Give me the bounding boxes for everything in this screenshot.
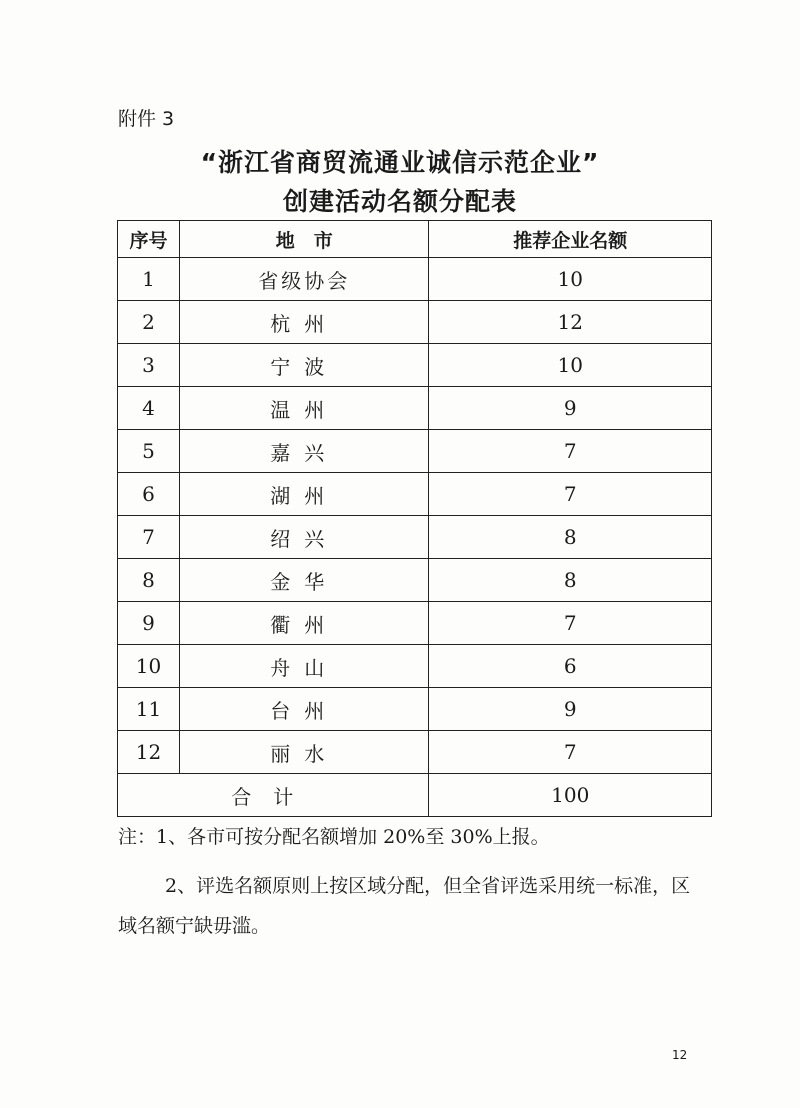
table-row [118,258,712,301]
row-serial: 1 [118,258,180,301]
row-city: 金华 [179,559,429,602]
attachment-label: 附件 3 [118,108,175,130]
row-serial: 12 [118,731,180,774]
row-serial: 7 [118,516,180,559]
row-quota: 7 [429,473,712,516]
quota-allocation-table [117,220,712,817]
table-row [118,387,712,430]
title-line-1: “浙江省商贸流通业诚信示范企业” [200,148,600,177]
row-quota: 7 [429,430,712,473]
row-quota: 9 [429,688,712,731]
row-quota: 8 [429,516,712,559]
header-quota: 推荐企业名额 [429,221,712,258]
table-row [118,645,712,688]
table-row [118,473,712,516]
row-serial: 3 [118,344,180,387]
row-city: 衢州 [179,602,429,645]
table-row [118,731,712,774]
row-quota: 9 [429,387,712,430]
table-row [118,516,712,559]
title-line-2: 创建活动名额分配表 [282,187,517,216]
row-city: 绍兴 [179,516,429,559]
row-quota: 7 [429,602,712,645]
table-row [118,602,712,645]
total-label: 合计 [118,774,429,817]
table-row [118,559,712,602]
row-serial: 10 [118,645,180,688]
row-serial: 8 [118,559,180,602]
row-quota: 8 [429,559,712,602]
row-city: 湖州 [179,473,429,516]
table-row [118,688,712,731]
row-city: 台州 [179,688,429,731]
row-city: 省级协会 [179,258,429,301]
row-serial: 2 [118,301,180,344]
row-quota: 10 [429,344,712,387]
row-serial: 6 [118,473,180,516]
page-number: 12 [672,1048,688,1062]
table-row [118,430,712,473]
row-city: 丽水 [179,731,429,774]
row-city: 宁波 [179,344,429,387]
row-quota: 12 [429,301,712,344]
total-value: 100 [429,774,712,817]
row-city: 舟山 [179,645,429,688]
row-serial: 11 [118,688,180,731]
note-2: 2、评选名额原则上按区域分配，但全省评选采用统一标准，区域名额宁缺毋滥。 [118,875,691,937]
row-quota: 10 [429,258,712,301]
row-quota: 7 [429,731,712,774]
note-1: 注：1、各市可按分配名额增加 20%至 30%上报。 [118,826,550,848]
row-serial: 9 [118,602,180,645]
row-city: 温州 [179,387,429,430]
row-serial: 5 [118,430,180,473]
row-quota: 6 [429,645,712,688]
table-row [118,301,712,344]
table-header-row [118,221,712,258]
header-city: 地 市 [179,221,429,258]
row-serial: 4 [118,387,180,430]
row-city: 嘉兴 [179,430,429,473]
header-serial: 序号 [118,221,180,258]
table-row [118,344,712,387]
table-total-row [118,774,712,817]
row-city: 杭州 [179,301,429,344]
